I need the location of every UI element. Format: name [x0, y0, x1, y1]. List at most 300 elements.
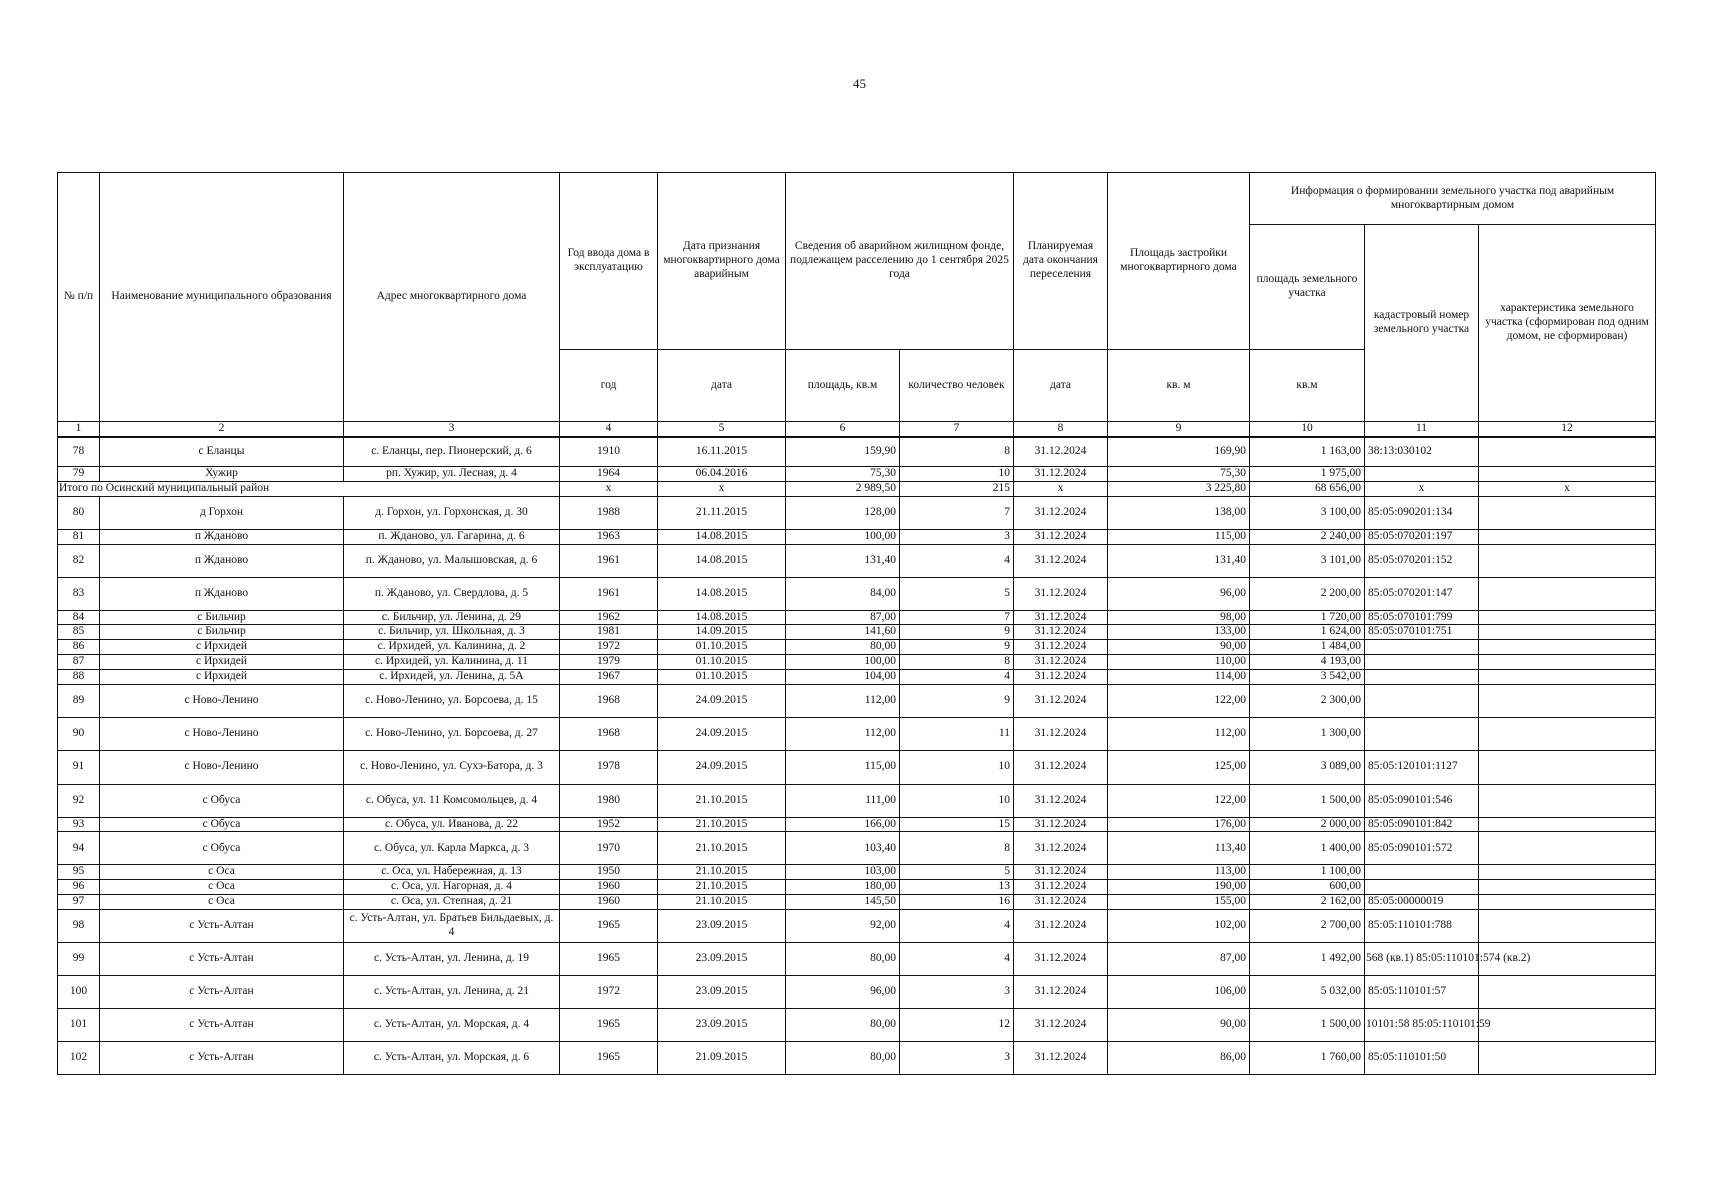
area-cell: 80,00 — [786, 1008, 900, 1041]
land-area-cell: 2 300,00 — [1250, 684, 1365, 717]
people-cell: 15 — [900, 817, 1014, 832]
year-cell: 1978 — [560, 750, 658, 784]
land-area-cell: 2 700,00 — [1250, 909, 1365, 942]
building-area-cell: 90,00 — [1108, 1008, 1250, 1041]
building-area-cell: 98,00 — [1108, 610, 1250, 625]
recognition-date-cell: 21.10.2015 — [658, 865, 786, 880]
land-area-cell: 3 542,00 — [1250, 669, 1365, 684]
planned-date-cell: 31.12.2024 — [1014, 909, 1108, 942]
people-cell: 4 — [900, 942, 1014, 975]
building-area-cell: 106,00 — [1108, 975, 1250, 1008]
year-cell: 1968 — [560, 684, 658, 717]
municipality-cell: с Оса — [100, 880, 344, 895]
land-area-cell: 2 000,00 — [1250, 817, 1365, 832]
land-characteristic-cell — [1479, 975, 1656, 1008]
land-characteristic-cell — [1479, 669, 1656, 684]
year-cell: 1981 — [560, 625, 658, 640]
header-num: № п/п — [58, 173, 100, 422]
people-cell: 10 — [900, 750, 1014, 784]
land-area-cell: 1 492,00 — [1250, 942, 1365, 975]
building-area-cell: 86,00 — [1108, 1041, 1250, 1074]
municipality-cell: с Обуса — [100, 784, 344, 817]
year-cell: 1963 — [560, 529, 658, 544]
header-land-characteristic: характеристика земельного участка (сформирован под одним домом, не сформирован) — [1479, 225, 1656, 422]
planned-date-cell: 31.12.2024 — [1014, 655, 1108, 670]
planned-date-cell: 31.12.2024 — [1014, 625, 1108, 640]
table-row — [58, 684, 1656, 717]
year-cell: 1964 — [560, 467, 658, 482]
land-characteristic-cell — [1479, 655, 1656, 670]
land-characteristic-cell — [1479, 784, 1656, 817]
recognition-date-cell: 14.08.2015 — [658, 529, 786, 544]
recognition-date-cell: 16.11.2015 — [658, 437, 786, 467]
address-cell: с. Усть-Алтан, ул. Морская, д. 4 — [344, 1008, 560, 1041]
subheader-building-unit: кв. м — [1108, 350, 1250, 422]
municipality-cell: с Обуса — [100, 832, 344, 865]
municipality-cell: с Ирхидей — [100, 655, 344, 670]
people-cell: 5 — [900, 577, 1014, 610]
building-area-cell: 3 225,80 — [1108, 482, 1250, 497]
year-cell: 1965 — [560, 942, 658, 975]
year-cell: 1968 — [560, 717, 658, 750]
land-characteristic-cell — [1479, 880, 1656, 895]
cadastral-cell: 85:05:110101:788 — [1365, 909, 1479, 942]
people-cell: 215 — [900, 482, 1014, 497]
row-number: 79 — [58, 467, 100, 482]
table-row — [58, 496, 1656, 529]
planned-date-cell: 31.12.2024 — [1014, 895, 1108, 910]
municipality-cell: с Усть-Алтан — [100, 1008, 344, 1041]
recognition-date-cell: 24.09.2015 — [658, 717, 786, 750]
area-cell: 80,00 — [786, 640, 900, 655]
year-cell: 1960 — [560, 895, 658, 910]
row-number: 99 — [58, 942, 100, 975]
land-characteristic-cell: x — [1479, 482, 1656, 497]
municipality-cell: с Усть-Алтан — [100, 1041, 344, 1074]
area-cell: 166,00 — [786, 817, 900, 832]
municipality-cell: Хужир — [100, 467, 344, 482]
municipality-cell: п Жданово — [100, 544, 344, 577]
table-row — [58, 909, 1656, 942]
row-number: 84 — [58, 610, 100, 625]
recognition-date-cell: 23.09.2015 — [658, 975, 786, 1008]
address-cell: с. Оса, ул. Нагорная, д. 4 — [344, 880, 560, 895]
year-cell: 1979 — [560, 655, 658, 670]
building-area-cell: 90,00 — [1108, 640, 1250, 655]
land-characteristic-cell — [1479, 832, 1656, 865]
building-area-cell: 113,00 — [1108, 865, 1250, 880]
land-area-cell: 2 200,00 — [1250, 577, 1365, 610]
people-cell: 7 — [900, 496, 1014, 529]
building-area-cell: 102,00 — [1108, 909, 1250, 942]
subheader-year: год — [560, 350, 658, 422]
land-area-cell: 1 720,00 — [1250, 610, 1365, 625]
land-characteristic-cell — [1479, 817, 1656, 832]
planned-date-cell: 31.12.2024 — [1014, 942, 1108, 975]
land-characteristic-cell — [1479, 467, 1656, 482]
land-area-cell: 2 162,00 — [1250, 895, 1365, 910]
planned-date-cell: 31.12.2024 — [1014, 1008, 1108, 1041]
cadastral-cell: 85:05:070101:799 — [1365, 610, 1479, 625]
table-row — [58, 832, 1656, 865]
area-cell: 145,50 — [786, 895, 900, 910]
land-characteristic-cell — [1479, 865, 1656, 880]
land-area-cell: 1 500,00 — [1250, 784, 1365, 817]
building-area-cell: 133,00 — [1108, 625, 1250, 640]
people-cell: 8 — [900, 655, 1014, 670]
area-cell: 87,00 — [786, 610, 900, 625]
recognition-date-cell: 14.09.2015 — [658, 625, 786, 640]
header-municipality: Наименование муниципального образования — [100, 173, 344, 422]
planned-date-cell: 31.12.2024 — [1014, 529, 1108, 544]
cadastral-cell: 85:05:110101:57 — [1365, 975, 1479, 1008]
people-cell: 3 — [900, 529, 1014, 544]
building-area-cell: 114,00 — [1108, 669, 1250, 684]
land-area-cell: 1 624,00 — [1250, 625, 1365, 640]
recognition-date-cell: 21.11.2015 — [658, 496, 786, 529]
header-cadastral: кадастровый номер земельного участка — [1365, 225, 1479, 422]
table-header — [58, 173, 1656, 437]
column-number-row — [58, 422, 1656, 437]
people-cell: 13 — [900, 880, 1014, 895]
people-cell: 16 — [900, 895, 1014, 910]
address-cell: д. Горхон, ул. Горхонская, д. 30 — [344, 496, 560, 529]
planned-date-cell: 31.12.2024 — [1014, 817, 1108, 832]
row-number: 78 — [58, 437, 100, 467]
area-cell: 115,00 — [786, 750, 900, 784]
table-row — [58, 577, 1656, 610]
building-area-cell: 110,00 — [1108, 655, 1250, 670]
building-area-cell: 75,30 — [1108, 467, 1250, 482]
building-area-cell: 138,00 — [1108, 496, 1250, 529]
planned-date-cell: 31.12.2024 — [1014, 975, 1108, 1008]
header-address: Адрес многоквартирного дома — [344, 173, 560, 422]
cadastral-cell: 85:05:090101:546 — [1365, 784, 1479, 817]
area-cell: 103,40 — [786, 832, 900, 865]
land-area-cell: 1 300,00 — [1250, 717, 1365, 750]
land-area-cell: 3 089,00 — [1250, 750, 1365, 784]
area-cell: 103,00 — [786, 865, 900, 880]
building-area-cell: 169,90 — [1108, 437, 1250, 467]
address-cell: с. Обуса, ул. Карла Маркса, д. 3 — [344, 832, 560, 865]
year-cell: 1910 — [560, 437, 658, 467]
address-cell: с. Усть-Алтан, ул. Ленина, д. 21 — [344, 975, 560, 1008]
recognition-date-cell: 01.10.2015 — [658, 640, 786, 655]
planned-date-cell: 31.12.2024 — [1014, 467, 1108, 482]
address-cell: с. Ново-Ленино, ул. Борсоева, д. 27 — [344, 717, 560, 750]
recognition-date-cell: 23.09.2015 — [658, 1008, 786, 1041]
column-number: 11 — [1365, 422, 1479, 437]
address-cell: с. Бильчир, ул. Ленина, д. 29 — [344, 610, 560, 625]
planned-date-cell: 31.12.2024 — [1014, 577, 1108, 610]
year-cell: 1972 — [560, 640, 658, 655]
cadastral-cell — [1365, 467, 1479, 482]
building-area-cell: 112,00 — [1108, 717, 1250, 750]
municipality-cell: с Усть-Алтан — [100, 909, 344, 942]
address-cell: с. Обуса, ул. Иванова, д. 22 — [344, 817, 560, 832]
cadastral-cell — [1365, 669, 1479, 684]
column-number: 5 — [658, 422, 786, 437]
recognition-date-cell: 06.04.2016 — [658, 467, 786, 482]
people-cell: 3 — [900, 975, 1014, 1008]
land-characteristic-cell — [1479, 909, 1656, 942]
cadastral-cell: 568 (кв.1) 85:05:110101:574 (кв.2) — [1365, 942, 1479, 975]
column-number: 12 — [1479, 422, 1656, 437]
land-area-cell: 1 400,00 — [1250, 832, 1365, 865]
land-characteristic-cell — [1479, 496, 1656, 529]
year-cell: x — [560, 482, 658, 497]
municipality-cell: с Бильчир — [100, 610, 344, 625]
area-cell: 131,40 — [786, 544, 900, 577]
cadastral-cell — [1365, 717, 1479, 750]
area-cell: 180,00 — [786, 880, 900, 895]
table-row — [58, 625, 1656, 640]
planned-date-cell: 31.12.2024 — [1014, 784, 1108, 817]
cadastral-cell: 85:05:070101:751 — [1365, 625, 1479, 640]
row-number: 100 — [58, 975, 100, 1008]
building-area-cell: 96,00 — [1108, 577, 1250, 610]
land-area-cell: 1 760,00 — [1250, 1041, 1365, 1074]
municipality-cell: с Оса — [100, 865, 344, 880]
table-row — [58, 717, 1656, 750]
area-cell: 104,00 — [786, 669, 900, 684]
land-area-cell: 3 100,00 — [1250, 496, 1365, 529]
land-characteristic-cell — [1479, 625, 1656, 640]
planned-date-cell: 31.12.2024 — [1014, 865, 1108, 880]
recognition-date-cell: 01.10.2015 — [658, 669, 786, 684]
column-number: 10 — [1250, 422, 1365, 437]
table-row — [58, 1041, 1656, 1074]
land-area-cell: 4 193,00 — [1250, 655, 1365, 670]
recognition-date-cell: 23.09.2015 — [658, 909, 786, 942]
address-cell: с. Еланцы, пер. Пионерский, д. 6 — [344, 437, 560, 467]
people-cell: 9 — [900, 625, 1014, 640]
planned-date-cell: 31.12.2024 — [1014, 880, 1108, 895]
building-area-cell: 87,00 — [1108, 942, 1250, 975]
header-land-area: площадь земельного участка — [1250, 225, 1365, 350]
land-characteristic-cell — [1479, 717, 1656, 750]
header-land-info: Информация о формировании земельного участка под аварийным многоквартирным домом — [1250, 173, 1656, 225]
table-row — [58, 669, 1656, 684]
address-cell: с. Оса, ул. Набережная, д. 13 — [344, 865, 560, 880]
address-cell: с. Ирхидей, ул. Калинина, д. 2 — [344, 640, 560, 655]
table-row — [58, 655, 1656, 670]
year-cell: 1962 — [560, 610, 658, 625]
year-cell: 1967 — [560, 669, 658, 684]
row-number: 90 — [58, 717, 100, 750]
address-cell: с. Оса, ул. Степная, д. 21 — [344, 895, 560, 910]
table-row — [58, 467, 1656, 482]
municipality-cell: с Ирхидей — [100, 640, 344, 655]
cadastral-cell: 38:13:030102 — [1365, 437, 1479, 467]
recognition-date-cell: 21.09.2015 — [658, 1041, 786, 1074]
address-cell: с. Ново-Ленино, ул. Сухэ-Батора, д. 3 — [344, 750, 560, 784]
year-cell: 1965 — [560, 1008, 658, 1041]
address-cell: с. Ирхидей, ул. Ленина, д. 5А — [344, 669, 560, 684]
address-cell: с. Обуса, ул. 11 Комсомольцев, д. 4 — [344, 784, 560, 817]
page-number: 45 — [853, 76, 866, 91]
building-area-cell: 115,00 — [1108, 529, 1250, 544]
row-number: 88 — [58, 669, 100, 684]
area-cell: 100,00 — [786, 529, 900, 544]
recognition-date-cell: 21.10.2015 — [658, 784, 786, 817]
year-cell: 1960 — [560, 880, 658, 895]
area-cell: 111,00 — [786, 784, 900, 817]
people-cell: 9 — [900, 684, 1014, 717]
land-characteristic-cell — [1479, 577, 1656, 610]
recognition-date-cell: 01.10.2015 — [658, 655, 786, 670]
people-cell: 5 — [900, 865, 1014, 880]
land-area-cell: 3 101,00 — [1250, 544, 1365, 577]
recognition-date-cell: 21.10.2015 — [658, 895, 786, 910]
row-number: 82 — [58, 544, 100, 577]
recognition-date-cell: x — [658, 482, 786, 497]
year-cell: 1952 — [560, 817, 658, 832]
table-row — [58, 750, 1656, 784]
area-cell: 159,90 — [786, 437, 900, 467]
column-number: 1 — [58, 422, 100, 437]
recognition-date-cell: 24.09.2015 — [658, 684, 786, 717]
address-cell: с. Усть-Алтан, ул. Ленина, д. 19 — [344, 942, 560, 975]
municipality-cell: п Жданово — [100, 577, 344, 610]
land-area-cell: 5 032,00 — [1250, 975, 1365, 1008]
municipality-cell: д Горхон — [100, 496, 344, 529]
header-planned-date: Планируемая дата окончания переселения — [1014, 173, 1108, 350]
row-number: 89 — [58, 684, 100, 717]
address-cell: п. Жданово, ул. Малышовская, д. 6 — [344, 544, 560, 577]
land-area-cell: 2 240,00 — [1250, 529, 1365, 544]
table-row — [58, 784, 1656, 817]
address-cell: с. Усть-Алтан, ул. Морская, д. 6 — [344, 1041, 560, 1074]
header-recognition-date: Дата признания многоквартирного дома аварийным — [658, 173, 786, 350]
cadastral-cell — [1365, 684, 1479, 717]
cadastral-cell: 85:05:070201:152 — [1365, 544, 1479, 577]
planned-date-cell: 31.12.2024 — [1014, 669, 1108, 684]
municipality-cell: с Ново-Ленино — [100, 717, 344, 750]
planned-date-cell: 31.12.2024 — [1014, 832, 1108, 865]
cadastral-cell: 85:05:090101:572 — [1365, 832, 1479, 865]
municipality-cell: с Оса — [100, 895, 344, 910]
address-cell: рп. Хужир, ул. Лесная, д. 4 — [344, 467, 560, 482]
building-area-cell: 131,40 — [1108, 544, 1250, 577]
year-cell: 1961 — [560, 544, 658, 577]
year-cell: 1980 — [560, 784, 658, 817]
recognition-date-cell: 14.08.2015 — [658, 544, 786, 577]
planned-date-cell: 31.12.2024 — [1014, 684, 1108, 717]
municipality-cell: с Ирхидей — [100, 669, 344, 684]
row-number: 97 — [58, 895, 100, 910]
column-number: 9 — [1108, 422, 1250, 437]
row-number: 95 — [58, 865, 100, 880]
people-cell: 12 — [900, 1008, 1014, 1041]
address-cell: с. Ирхидей, ул. Калинина, д. 11 — [344, 655, 560, 670]
land-area-cell: 1 484,00 — [1250, 640, 1365, 655]
table-row — [58, 817, 1656, 832]
header-year: Год ввода дома в эксплуатацию — [560, 173, 658, 350]
table-row — [58, 640, 1656, 655]
row-number: 87 — [58, 655, 100, 670]
planned-date-cell: 31.12.2024 — [1014, 750, 1108, 784]
area-cell: 75,30 — [786, 467, 900, 482]
row-number: 80 — [58, 496, 100, 529]
total-row — [58, 482, 1656, 497]
land-characteristic-cell — [1479, 1008, 1656, 1041]
table-row — [58, 895, 1656, 910]
cadastral-cell: 85:05:00000019 — [1365, 895, 1479, 910]
building-area-cell: 125,00 — [1108, 750, 1250, 784]
cadastral-cell: 85:05:090201:134 — [1365, 496, 1479, 529]
year-cell: 1965 — [560, 909, 658, 942]
table-row — [58, 975, 1656, 1008]
subheader-date: дата — [658, 350, 786, 422]
land-area-cell: 1 100,00 — [1250, 865, 1365, 880]
emergency-housing-table — [57, 172, 1656, 1075]
land-characteristic-cell — [1479, 529, 1656, 544]
header-building-area: Площадь застройки многоквартирного дома — [1108, 173, 1250, 350]
land-area-cell: 1 500,00 — [1250, 1008, 1365, 1041]
recognition-date-cell: 23.09.2015 — [658, 942, 786, 975]
address-cell: п. Жданово, ул. Свердлова, д. 5 — [344, 577, 560, 610]
planned-date-cell: 31.12.2024 — [1014, 717, 1108, 750]
column-number: 4 — [560, 422, 658, 437]
table-body — [58, 437, 1656, 1075]
address-cell: с. Усть-Алтан, ул. Братьев Бильдаевых, д. 4 — [344, 909, 560, 942]
people-cell: 8 — [900, 437, 1014, 467]
recognition-date-cell: 21.10.2015 — [658, 832, 786, 865]
row-number: 92 — [58, 784, 100, 817]
table-row — [58, 529, 1656, 544]
people-cell: 4 — [900, 909, 1014, 942]
cadastral-cell — [1365, 655, 1479, 670]
cadastral-cell — [1365, 640, 1479, 655]
land-area-cell: 68 656,00 — [1250, 482, 1365, 497]
row-number: 91 — [58, 750, 100, 784]
recognition-date-cell: 14.08.2015 — [658, 577, 786, 610]
table-row — [58, 544, 1656, 577]
row-number: 96 — [58, 880, 100, 895]
people-cell: 7 — [900, 610, 1014, 625]
municipality-cell: с Бильчир — [100, 625, 344, 640]
people-cell: 10 — [900, 784, 1014, 817]
year-cell: 1988 — [560, 496, 658, 529]
municipality-cell: с Ново-Ленино — [100, 750, 344, 784]
planned-date-cell: 31.12.2024 — [1014, 1041, 1108, 1074]
land-characteristic-cell — [1479, 895, 1656, 910]
subheader-people: количество человек — [900, 350, 1014, 422]
cadastral-cell: 85:05:070201:197 — [1365, 529, 1479, 544]
year-cell: 1970 — [560, 832, 658, 865]
cadastral-cell: 85:05:090101:842 — [1365, 817, 1479, 832]
area-cell: 92,00 — [786, 909, 900, 942]
year-cell: 1950 — [560, 865, 658, 880]
building-area-cell: 190,00 — [1108, 880, 1250, 895]
people-cell: 11 — [900, 717, 1014, 750]
people-cell: 10 — [900, 467, 1014, 482]
land-characteristic-cell — [1479, 640, 1656, 655]
municipality-cell: с Ново-Ленино — [100, 684, 344, 717]
municipality-cell: с Усть-Алтан — [100, 975, 344, 1008]
land-characteristic-cell — [1479, 437, 1656, 467]
row-number: 83 — [58, 577, 100, 610]
subheader-area: площадь, кв.м — [786, 350, 900, 422]
building-area-cell: 176,00 — [1108, 817, 1250, 832]
land-characteristic-cell — [1479, 610, 1656, 625]
address-cell: с. Ново-Ленино, ул. Борсоева, д. 15 — [344, 684, 560, 717]
table-row — [58, 437, 1656, 467]
planned-date-cell: 31.12.2024 — [1014, 640, 1108, 655]
municipality-cell: с Еланцы — [100, 437, 344, 467]
area-cell: 112,00 — [786, 684, 900, 717]
